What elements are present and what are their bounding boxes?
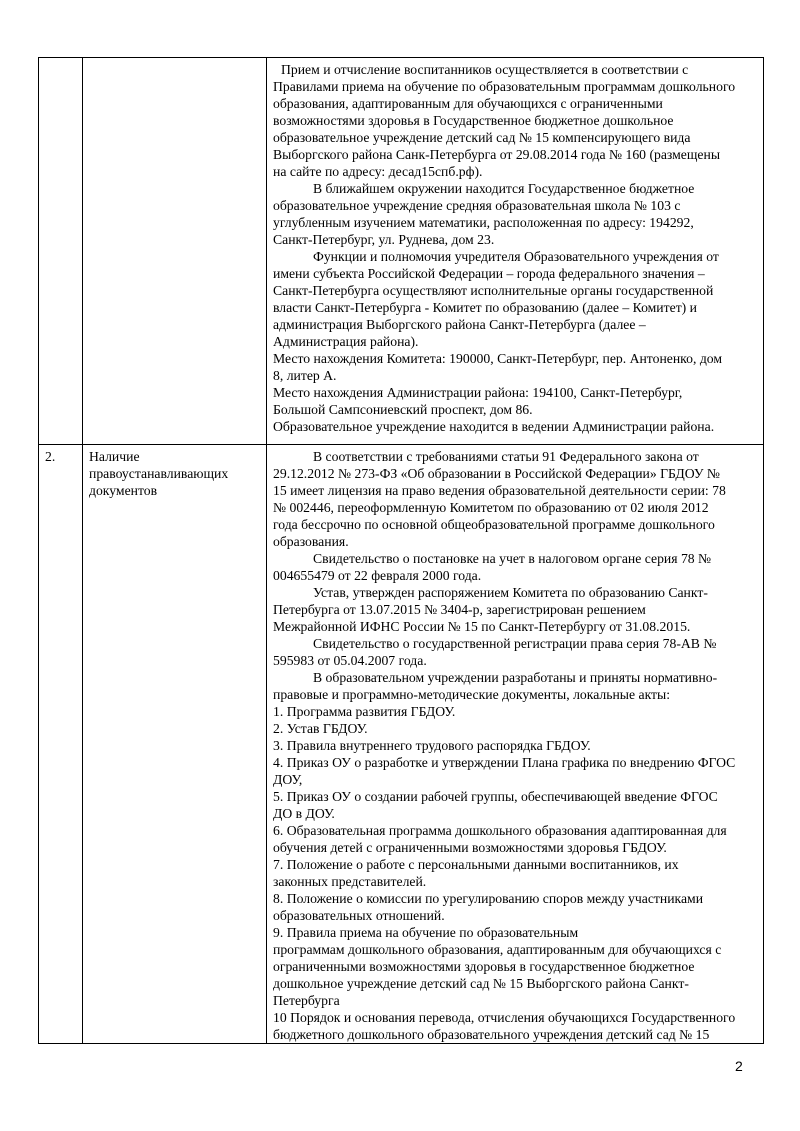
paragraph-line: В ближайшем окружении находится Государственное бюджетное [313,181,695,196]
paragraph-line: Межрайонной ИФНС России № 15 по Санкт-Петербургу от 31.08.2015. [273,619,691,634]
paragraph-line: законных представителей. [273,874,427,889]
paragraph-line: на сайте по адресу: десад15спб.рф). [273,164,483,179]
paragraph-line: Свидетельство о государственной регистрации права серия 78-АВ № [313,636,717,651]
row-title-line: документов [89,483,158,498]
paragraph-line: Свидетельство о постановке на учет в налоговом органе серия 78 № [313,551,712,566]
table-row [39,58,764,445]
paragraph-line: Санкт-Петербург, ул. Руднева, дом 23. [273,232,495,247]
row-title-line: правоустанавливающих [89,466,229,481]
paragraph-line: образовательных отношений. [273,908,445,923]
paragraph-line: 004655479 от 22 февраля 2000 года. [273,568,482,583]
paragraph-line: 1. Программа развития ГБДОУ. [273,704,456,719]
paragraph-line: 9. Правила приема на обучение по образовательным [273,925,579,940]
paragraph-line: Петербурга от 13.07.2015 № 3404-р, зарегистрирован решением [273,602,646,617]
paragraph-line: 3. Правила внутреннего трудового распорядка ГБДОУ. [273,738,591,753]
row-number-cell: 2. [39,445,83,1044]
paragraph-line: обучения детей с ограниченными возможностями здоровья ГБДОУ. [273,840,667,855]
content-table [38,57,764,1044]
paragraph-line: образовательное учреждение средняя образовательная школа № 103 с [273,198,681,213]
paragraph-line: 4. Приказ ОУ о разработке и утверждении Плана графика по внедрению ФГОС [273,755,736,770]
paragraph-line: Функции и полномочия учредителя Образовательного учреждения от [313,249,719,264]
row-title-line: Наличие [89,449,140,464]
paragraph-line: образовательное учреждение детский сад № 15 компенсирующего вида [273,130,691,145]
paragraph-line: Устав, утвержден распоряжением Комитета по образованию Санкт- [313,585,708,600]
paragraph-line: 10 Порядок и основания перевода, отчисления обучающихся Государственного [273,1010,736,1025]
row-title-cell [83,58,267,445]
paragraph-line: 6. Образовательная программа дошкольного образования адаптированная для [273,823,727,838]
paragraph-line: 2. Устав ГБДОУ. [273,721,368,736]
paragraph-line: правовые и программно-методические документы, локальные акты: [273,687,671,702]
paragraph-line: 8. Положение о комиссии по урегулированию споров между участниками [273,891,704,906]
paragraph-line: Образовательное учреждение находится в ведении Администрации района. [273,419,715,434]
paragraph-line: Санкт-Петербурга осуществляют исполнительные органы государственной [273,283,714,298]
paragraph-line: Администрация района). [273,334,419,349]
paragraph-line: Прием и отчисление воспитанников осуществляется в соответствии с [281,62,689,77]
row-title-cell [83,445,267,1044]
paragraph-line: возможностями здоровья в Государственное бюджетное дошкольное [273,113,674,128]
paragraph-line: В образовательном учреждении разработаны и приняты нормативно- [313,670,718,685]
paragraph-line: власти Санкт-Петербурга - Комитет по образованию (далее – Комитет) и [273,300,697,315]
page-number: 2 [735,1058,743,1074]
paragraph-line: 8, литер А. [273,368,337,383]
paragraph-line: Место нахождения Администрации района: 194100, Санкт-Петербург, [273,385,683,400]
paragraph-line: дошкольное учреждение детский сад № 15 Выборгского района Санкт- [273,976,689,991]
paragraph-line: администрация Выборгского района Санкт-Петербурга (далее – [273,317,646,332]
paragraph-line: 29.12.2012 № 273-ФЗ «Об образовании в Российской Федерации» ГБДОУ № [273,466,720,481]
paragraph-line: углубленным изучением математики, расположенная по адресу: 194292, [273,215,694,230]
paragraph-line: В соответствии с требованиями статьи 91 Федерального закона от [313,449,699,464]
paragraph-line: Место нахождения Комитета: 190000, Санкт-Петербург, пер. Антоненко, дом [273,351,723,366]
paragraph-line: ДОУ, [273,772,303,787]
paragraph-line: 595983 от 05.04.2007 года. [273,653,427,668]
paragraph-line: Правилами приема на обучение по образовательным программам дошкольного [273,79,736,94]
paragraph-line: 15 имеет лицензия на право ведения образовательной деятельности серии: 78 [273,483,726,498]
paragraph-line: имени субъекта Российской Федерации – города федерального значения – [273,266,705,281]
paragraph-line: Выборгского района Санк-Петербурга от 29.08.2014 года № 160 (размещены [273,147,721,162]
paragraph-line: бюджетного дошкольного образовательного учреждения детский сад № 15 [273,1027,710,1042]
row-content-cell [267,58,764,445]
paragraph-line: года бессрочно по основной общеобразовательной программе дошкольного [273,517,715,532]
paragraph-line: 7. Положение о работе с персональными данными воспитанников, их [273,857,679,872]
paragraph-line: 5. Приказ ОУ о создании рабочей группы, обеспечивающей введение ФГОС [273,789,718,804]
row-content-cell [267,445,764,1044]
paragraph-line: Петербурга [273,993,340,1008]
paragraph-line: программам дошкольного образования, адаптированным для обучающихся с [273,942,722,957]
paragraph-line: ДО в ДОУ. [273,806,335,821]
paragraph-line: образования, адаптированным для обучающихся с ограниченными [273,96,663,111]
paragraph-line: № 002446, переоформленную Комитетом по образованию от 02 июля 2012 [273,500,709,515]
row-number-cell [39,58,83,445]
table-row [39,445,764,1044]
paragraph-line: ограниченными возможностями здоровья в государственное бюджетное [273,959,695,974]
paragraph-line: Большой Сампсониевский проспект, дом 86. [273,402,533,417]
paragraph-line: образования. [273,534,349,549]
